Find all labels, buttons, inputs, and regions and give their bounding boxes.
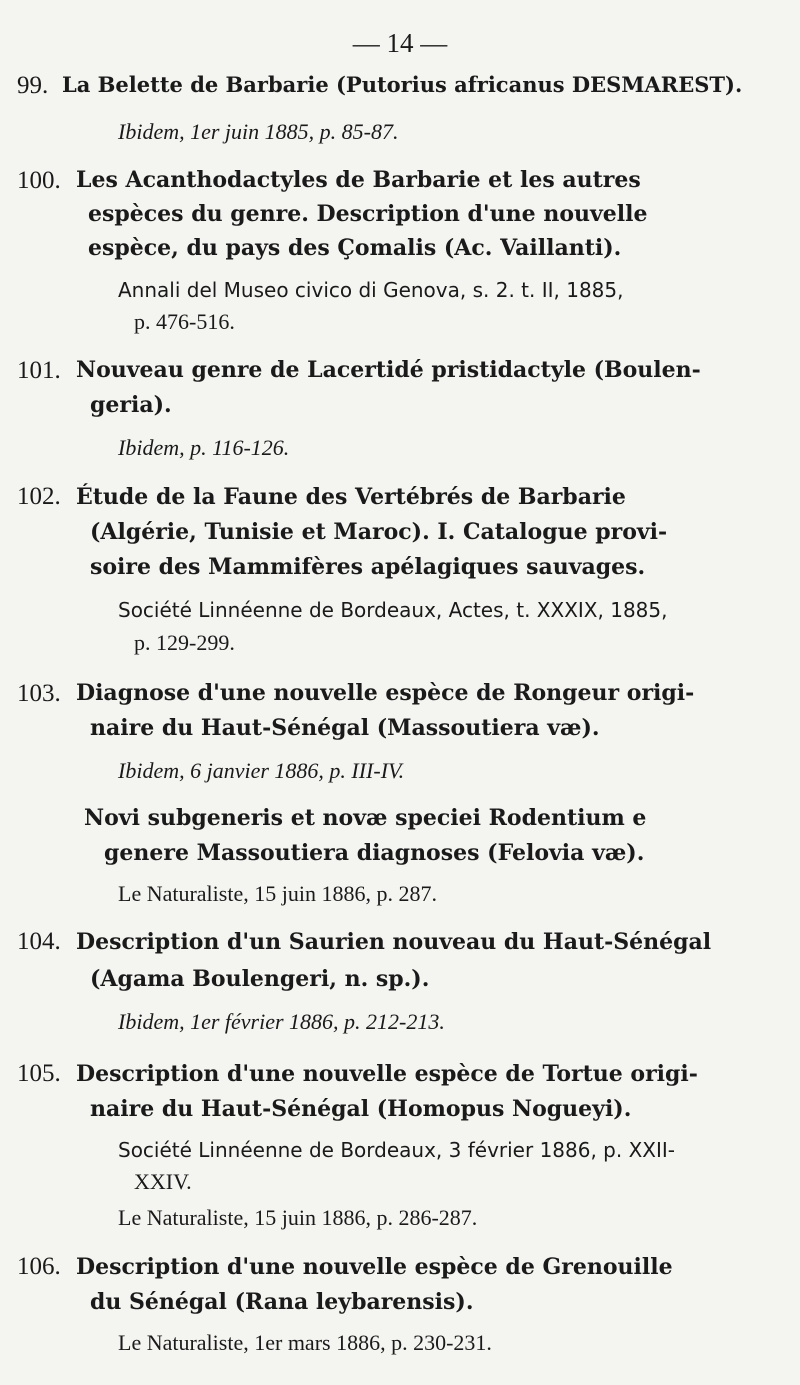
- entry-title-line: espèce, du pays des Çomalis (Ac. Vaillanti).: [88, 235, 622, 261]
- entry-number: 101.: [17, 357, 61, 384]
- entry-title-line: Description d'une nouvelle espèce de Tortue origi-: [76, 1061, 698, 1087]
- entry-note-line: Novi subgeneris et novæ speciei Rodentium e: [84, 805, 647, 831]
- entry-title-line: Description d'un Saurien nouveau du Haut-Sénégal: [76, 929, 712, 955]
- entry-title-line: Les Acanthodactyles de Barbarie et les autres: [76, 167, 641, 193]
- entry-reference: Société Linnéenne de Bordeaux, 3 février 1886, p. XXII-: [118, 1138, 676, 1162]
- entry-title-line: soire des Mammifères apélagiques sauvages.: [90, 554, 646, 580]
- entry-reference: Le Naturaliste, 15 juin 1886, p. 287.: [118, 881, 437, 906]
- entry-reference: Ibidem, 1er février 1886, p. 212-213.: [118, 1009, 445, 1034]
- entry-title-line: Diagnose d'une nouvelle espèce de Rongeur origi-: [76, 680, 695, 706]
- entry-title-line: Étude de la Faune des Vertébrés de Barbarie: [76, 484, 626, 510]
- entry-number: 105.: [17, 1060, 61, 1087]
- entry-title-line: geria).: [90, 392, 172, 418]
- entry-number: 104.: [17, 928, 61, 955]
- entry-reference: Le Naturaliste, 15 juin 1886, p. 286-287.: [118, 1205, 478, 1230]
- entry-title-line: Description d'une nouvelle espèce de Grenouille: [76, 1254, 673, 1280]
- entry-reference: Ibidem, 6 janvier 1886, p. III-IV.: [118, 758, 405, 783]
- entry-number: 99.: [17, 72, 49, 99]
- entry-reference: Annali del Museo civico di Genova, s. 2. t. II, 1885,: [118, 278, 624, 302]
- entry-reference: p. 129-299.: [134, 630, 235, 655]
- entry-note-line: genere Massoutiera diagnoses (Felovia væ).: [104, 840, 645, 866]
- entry-title-line: (Agama Boulengeri, n. sp.).: [90, 966, 430, 992]
- entry-reference: XXIV.: [134, 1169, 192, 1194]
- entry-title-line: La Belette de Barbarie (Putorius africanus DESMAREST).: [62, 72, 743, 97]
- entry-title-line: du Sénégal (Rana leybarensis).: [90, 1289, 474, 1315]
- entry-number: 100.: [17, 167, 61, 194]
- entry-reference: Ibidem, p. 116-126.: [118, 435, 290, 460]
- entry-reference: Le Naturaliste, 1er mars 1886, p. 230-231.: [118, 1330, 492, 1355]
- entry-title-line: (Algérie, Tunisie et Maroc). I. Catalogue provi-: [90, 519, 668, 545]
- entry-number: 106.: [17, 1253, 61, 1280]
- entry-reference: p. 476-516.: [134, 309, 235, 334]
- entry-title-line: naire du Haut-Sénégal (Homopus Nogueyi).: [90, 1096, 632, 1122]
- entry-title-line: naire du Haut-Sénégal (Massoutiera væ).: [90, 715, 600, 741]
- entry-title-line: espèces du genre. Description d'une nouvelle: [88, 201, 648, 227]
- entry-title-line: Nouveau genre de Lacertidé pristidactyle (Boulen-: [76, 357, 701, 383]
- page-number: — 14 —: [352, 28, 448, 58]
- entry-number: 102.: [17, 483, 61, 510]
- entry-reference: Société Linnéenne de Bordeaux, Actes, t. XXXIX, 1885,: [118, 598, 668, 622]
- entry-number: 103.: [17, 680, 61, 707]
- entry-reference: Ibidem, 1er juin 1885, p. 85-87.: [118, 119, 399, 144]
